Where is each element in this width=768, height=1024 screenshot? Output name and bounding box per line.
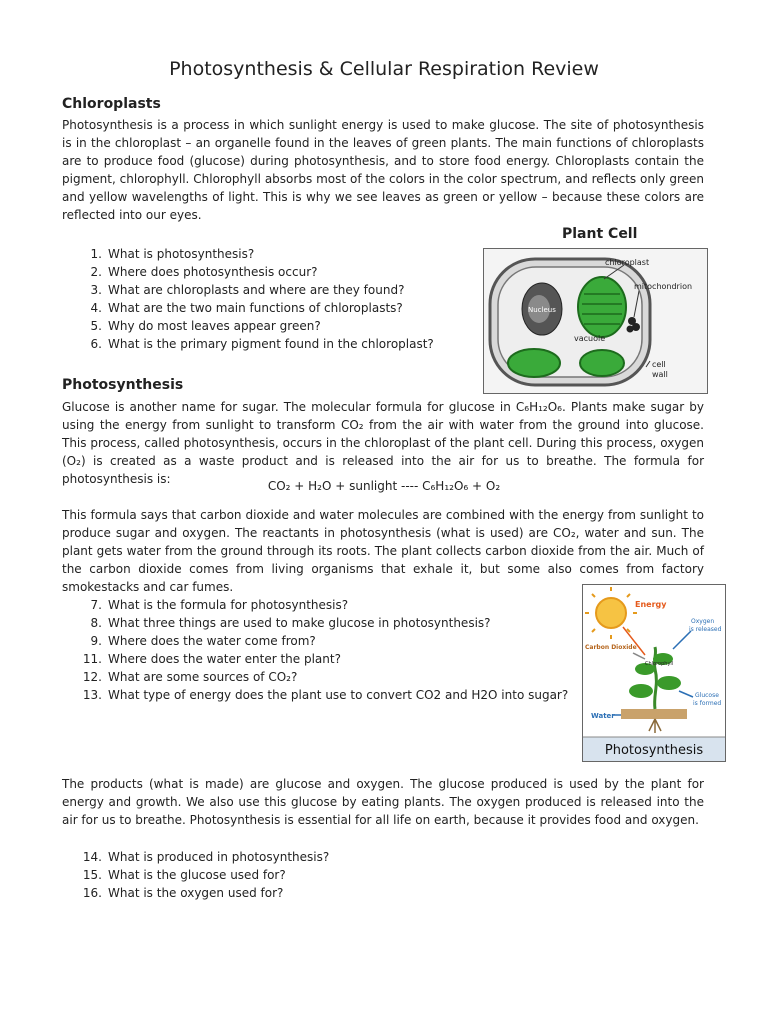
svg-text:cell: cell [652,360,666,369]
svg-text:Oxygen: Oxygen [691,618,715,625]
question-item: 1. What is photosynthesis? [90,247,255,261]
question-item: 6. What is the primary pigment found in the chloroplast? [90,337,434,351]
question-item: 16. What is the oxygen used for? [82,886,284,900]
svg-text:wall: wall [652,370,668,379]
question-item: 12. What are some sources of CO₂? [82,670,298,684]
plant-cell-illustration [484,249,707,393]
question-item: 4. What are the two main functions of chloroplasts? [90,301,403,315]
question-item: 3. What are chloroplasts and where are they found? [90,283,405,297]
products-questions [80,848,480,902]
svg-text:Energy: Energy [635,600,667,609]
photosynthesis-paragraph-1: Glucose is another name for sugar. The molecular formula for glucose in C₆H₁₂O₆. Plants make sugar by using the energy from sunlight to transform CO₂ from the air with water from the ground into glucose. This process, called photosynthesis, occurs in the chloroplast of the plant cell. During this process, oxygen (O₂) is created as a waste product and is released into the air for us to breathe. The formula for photosynthesis is: [62,400,704,486]
question-item: 9. Where does the water come from? [90,634,316,648]
svg-text:vacuole: vacuole [574,334,606,343]
svg-text:is formed: is formed [693,700,722,707]
svg-text:Photosynthesis: Photosynthesis [604,743,704,758]
chloroplast-questions [80,245,480,353]
chloroplasts-heading: Chloroplasts [62,96,161,112]
svg-text:mitochondrion: mitochondrion [634,282,693,291]
photosynthesis-diagram [582,584,726,762]
svg-text:Water: Water [591,712,615,720]
plant-cell-diagram [483,248,708,394]
question-item: 5. Why do most leaves appear green? [90,319,321,333]
photosynthesis-heading: Photosynthesis [62,377,184,393]
photosynthesis-questions [80,596,570,704]
photosynthesis-formula: CO₂ + H₂O + sunlight ---- C₆H₁₂O₆ + O₂ [267,479,501,493]
question-item: 7. What is the formula for photosynthesis? [90,598,349,612]
question-item: 13. What type of energy does the plant use to convert CO2 and H2O into sugar? [82,688,569,702]
photosynthesis-illustration [583,585,725,761]
svg-text:Glucose: Glucose [695,692,719,699]
svg-text:is released: is released [689,626,722,633]
svg-text:Carbon Dioxide: Carbon Dioxide [585,644,637,651]
question-item: 2. Where does photosynthesis occur? [90,265,318,279]
page-title: Photosynthesis & Cellular Respiration Review [169,58,599,80]
svg-text:chloroplast: chloroplast [605,258,650,267]
question-item: 15. What is the glucose used for? [82,868,286,882]
svg-text:Chlorophyll: Chlorophyll [645,661,674,667]
chloroplasts-paragraph: Photosynthesis is a process in which sunlight energy is used to make glucose. The site of photosynthesis is in the chloroplast – an organelle found in the leaves of green plants. The main functions of chloroplasts are to produce food (glucose) during photosynthesis, and to store food energy. Chloroplasts contain the pigment, chlorophyll. Chlorophyll absorbs most of the colors in the color spectrum, and reflects only green and yellow wavelengths of light. This is why we see leaves as green or yellow – because these colors are reflected into our eyes. [62,118,704,222]
question-item: 14. What is produced in photosynthesis? [82,850,330,864]
plant-cell-title: Plant Cell [562,226,638,242]
svg-text:Nucleus: Nucleus [528,306,556,314]
photosynthesis-paragraph-2: This formula says that carbon dioxide and water molecules are combined with the energy from sunlight to produce sugar and oxygen. The reactants in photosynthesis (what is used) are CO₂, water and sun. The plant gets water from the ground through its roots. The plant collects carbon dioxide from the air. Much of the carbon dioxide comes from living organisms that exhale it, but some also comes from factory smokestacks and car fumes. [62,508,704,594]
question-item: 11. Where does the water enter the plant? [82,652,341,666]
photosynthesis-paragraph-3: The products (what is made) are glucose and oxygen. The glucose produced is used by the plant for energy and growth. We also use this glucose by eating plants. The oxygen produced is released into the air for us to breathe. Photosynthesis is essential for all life on earth, because it provides food and oxygen. [62,777,704,827]
question-item: 8. What three things are used to make glucose in photosynthesis? [90,616,491,630]
